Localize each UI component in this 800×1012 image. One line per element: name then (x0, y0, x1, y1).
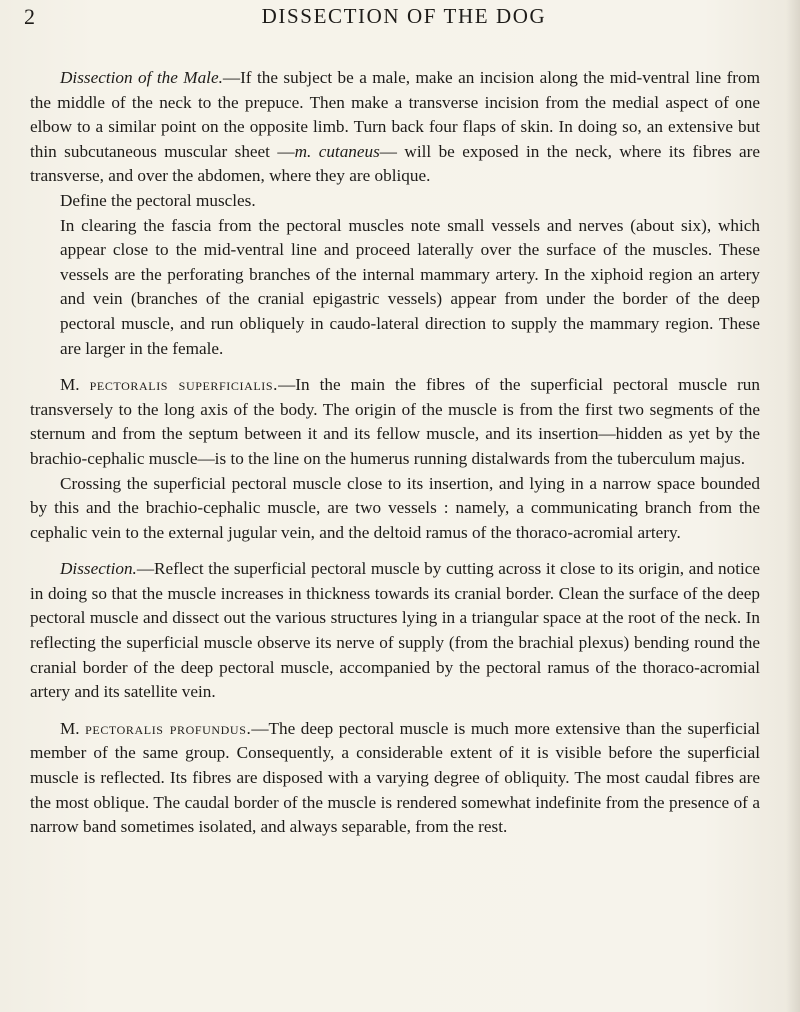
paragraph-dissection-reflect (30, 557, 760, 705)
dissection-male-text-a: —If the subject be a male, make an incision along the mid-ventral line from the middle of the neck to the prepuce. Then make a transverse incision from the medial aspect of one elbow to a similar point on the opposite limb. Turn back four flaps of skin. In doing so, an extensive but thin subcutaneous muscular sheet — (30, 68, 760, 161)
profundus-text: —The deep pectoral muscle is much more extensive than the superficial member of the same group. Consequently, a considerable extent of it is visible before the superficial muscle is reflected. Its fibres are disposed with a varying degree of obliquity. The most caudal fibres are the most oblique. The caudal border of the muscle is rendered somewhat indefinite from the presence of a narrow band sometimes isolated, and always separable, from the rest. (30, 718, 760, 837)
profundus-heading: pectoralis profundus. (85, 718, 252, 738)
dissection-heading: Dissection. (60, 559, 137, 579)
running-head: DISSECTION OF THE DOG (261, 4, 547, 28)
superficialis-text: —In the main the fibres of the superficial pectoral muscle run transversely to the long axis of the body. The origin of the muscle is from the first two segments of the sternum and from the septum between it and its fellow muscle, and its insertion—hidden as yet by the brachio-cephalic muscle—is to the line on the humerus running distalwards from the tuberculum majus. (30, 375, 760, 468)
profundus-heading-prefix: M. (60, 718, 80, 738)
dissection-male-text-b: — will be exposed in the neck, where its fibres are transverse, and over the abdomen, where they are oblique. (30, 141, 760, 186)
paragraph-clearing-fascia: In clearing the fascia from the pectoral muscles note small vessels and nerves (about six), which appear close to the mid-ventral line and proceed laterally over the surface of the muscles. These vessels are the perforating branches of the internal mammary artery. In the xiphoid region an artery and vein (branches of the cranial epigastric vessels) appear from under the border of the deep pectoral muscle, and run obliquely in caudo-lateral direction to supply the mammary region. These are larger in the female. (60, 215, 760, 358)
paragraph-dissection-male (30, 66, 760, 189)
cutaneus-term: m. cutaneus (294, 141, 380, 161)
paragraph-pectoralis-profundus (30, 717, 760, 840)
page-edge-shadow (786, 0, 800, 1012)
page-header (24, 4, 724, 40)
paragraph-define-pectorals: Define the pectoral muscles. (60, 190, 256, 210)
page-number: 2 (24, 4, 36, 29)
paragraph-pectoralis-superficialis (30, 373, 760, 471)
superficialis-heading-prefix: M. (60, 375, 80, 395)
dissection-male-heading: Dissection of the Male. (60, 68, 223, 87)
paragraph-crossing-vessels: Crossing the superficial pectoral muscle close to its insertion, and lying in a narrow space bounded by this and the brachio-cephalic muscle, are two vessels : namely, a communicating branch from the cephalic vein to the external jugular vein, and the deltoid ramus of the thoraco-acromial artery. (30, 473, 760, 542)
body-text (30, 66, 760, 840)
dissection-reflect-text: —Reflect the superficial pectoral muscle by cutting across it close to its origin, and notice in doing so that the muscle increases in thickness towards its cranial border. Clean the surface of the deep pectoral muscle and dissect out the various structures lying in a triangular space at the root of the neck. In reflecting the superficial muscle observe its nerve of supply (from the brachial plexus) bending round the cranial border of the deep pectoral muscle, accompanied by the pectoral ramus of the thoraco-acromial artery and its satellite vein. (30, 559, 760, 702)
superficialis-heading: pectoralis superficialis. (89, 375, 279, 395)
